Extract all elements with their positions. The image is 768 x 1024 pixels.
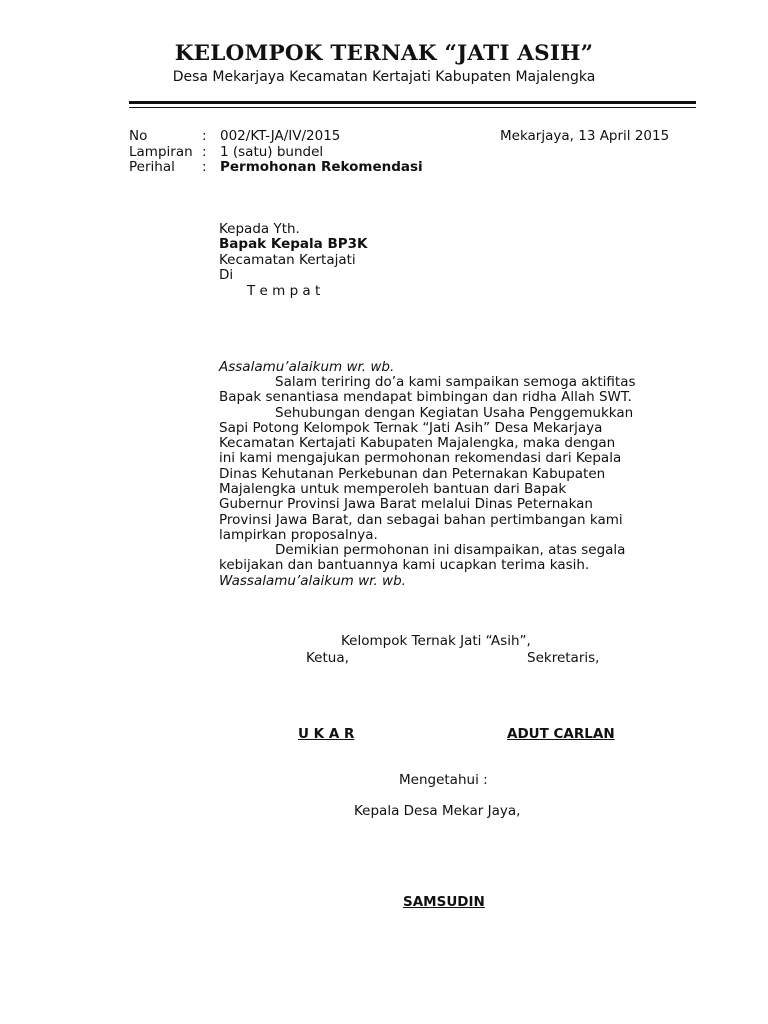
letterhead-rule-thin [129,107,696,108]
village-head-title: Kepala Desa Mekar Jaya, [354,803,521,819]
letterhead-title: KELOMPOK TERNAK “JATI ASIH” [174,41,594,66]
recipient-name: Bapak Kepala BP3K [219,236,368,252]
secretary-name: ADUT CARLAN [507,726,615,742]
body-line: ini kami mengajukan permohonan rekomendasi dari Kepala [219,450,622,466]
perihal-colon: : [202,159,207,175]
salutation: Assalamu’alaikum wr. wb. [219,359,395,375]
lampiran-value: 1 (satu) bundel [220,144,324,160]
perihal-label: Perihal [129,159,175,175]
body-line: Kecamatan Kertajati Kabupaten Majalengka, maka dengan [219,435,616,451]
body-line: Sehubungan dengan Kegiatan Usaha Penggemukkan [275,405,634,421]
body-line: Bapak senantiasa mendapat bimbingan dan ridha Allah SWT. [219,389,632,405]
lampiran-label: Lampiran [129,144,193,160]
no-label: No [129,128,148,144]
acknowledge-label: Mengetahui : [399,772,488,788]
letterhead-rule-thick [129,101,696,104]
signature-group: Kelompok Ternak Jati “Asih”, [341,633,531,649]
body-line: Dinas Kehutanan Perkebunan dan Peternakan Kabupaten [219,466,606,482]
village-head-name: SAMSUDIN [403,894,485,910]
body-line: Provinsi Jawa Barat, dan sebagai bahan pertimbangan kami [219,512,623,528]
no-value: 002/KT-JA/IV/2015 [220,128,341,144]
body-line: Demikian permohonan ini disampaikan, atas segala [275,542,626,558]
body-line: Gubernur Provinsi Jawa Barat melalui Dinas Peternakan [219,496,593,512]
body-line: lampirkan proposalnya. [219,527,378,543]
letter-date: Mekarjaya, 13 April 2015 [500,128,670,144]
closing-salutation: Wassalamu’alaikum wr. wb. [219,573,406,589]
body-line: Sapi Potong Kelompok Ternak “Jati Asih” Desa Mekarjaya [219,420,603,436]
no-colon: : [202,128,207,144]
body-line: kebijakan dan bantuannya kami ucapkan terima kasih. [219,557,590,573]
recipient-di: Di [219,267,234,283]
secretary-title: Sekretaris, [527,650,600,666]
body-line: Salam teriring do’a kami sampaikan semoga aktifitas [275,374,636,390]
body-line: Majalengka untuk memperoleh bantuan dari Bapak [219,481,567,497]
recipient-place: T e m p a t [247,283,321,299]
perihal-value: Permohonan Rekomendasi [220,159,423,175]
letterhead-subtitle: Desa Mekarjaya Kecamatan Kertajati Kabupaten Majalengka [172,69,596,85]
recipient-district: Kecamatan Kertajati [219,252,356,268]
chairman-name: U K A R [298,726,355,742]
recipient-greeting: Kepada Yth. [219,221,300,237]
chairman-title: Ketua, [306,650,349,666]
lampiran-colon: : [202,144,207,160]
